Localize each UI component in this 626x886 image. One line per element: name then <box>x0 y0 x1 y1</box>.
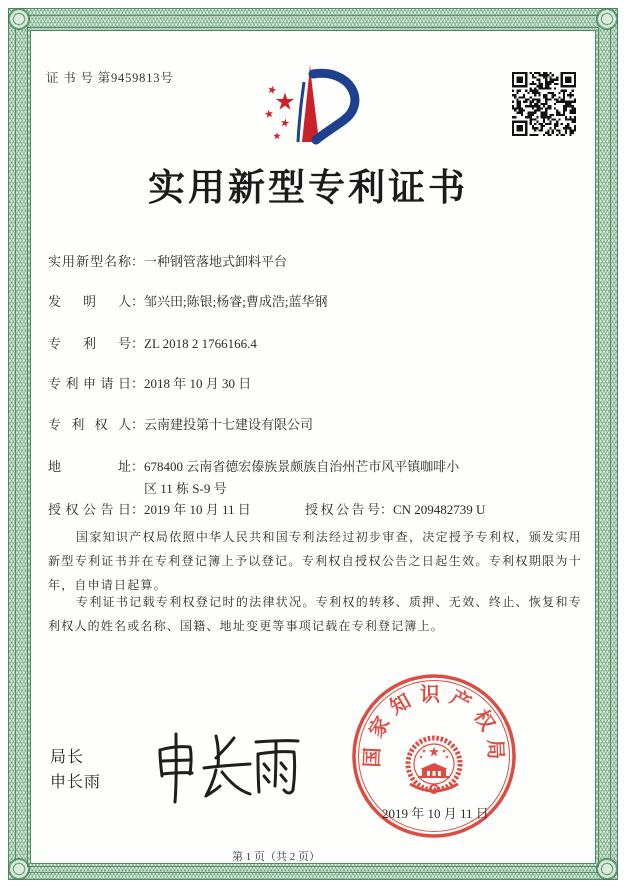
announcement-number-group <box>305 501 485 519</box>
field-value: 2019 年 10 月 11 日 <box>144 502 251 517</box>
emblem-gate-door <box>438 771 441 776</box>
field-colon: ： <box>131 459 145 474</box>
emblem-star-large <box>429 747 439 757</box>
field-row-patent-number <box>48 335 257 353</box>
field-row-patentee <box>48 416 313 434</box>
national-emblem <box>408 738 460 793</box>
field-value: ZL 2018 2 1766166.4 <box>144 336 257 351</box>
field-label: 授权公告号 <box>305 502 380 517</box>
corner-ornament <box>8 8 30 30</box>
emblem-gate-door <box>433 771 436 776</box>
field-label: 发 明 人 <box>48 294 131 309</box>
field-label: 专 利 号 <box>48 336 131 351</box>
corner-ornament <box>8 858 30 880</box>
field-colon: ： <box>380 502 394 517</box>
field-label: 专 利 权 人 <box>48 417 131 432</box>
field-row-address <box>48 458 460 496</box>
logo-star-small <box>273 132 281 139</box>
field-colon: ： <box>131 417 145 432</box>
field-value: 2018 年 10 月 30 日 <box>144 376 252 391</box>
field-label: 授权公告日 <box>48 502 131 517</box>
logo-star-large <box>276 93 294 110</box>
logo-stars <box>265 86 295 140</box>
address-line-2: 区 11 栋 S-9 号 <box>144 481 227 496</box>
field-colon: ： <box>131 254 145 269</box>
logo-star-small <box>268 86 276 95</box>
field-row-filing-date <box>48 375 251 393</box>
field-value: 云南建投第十七建设有限公司 <box>144 417 314 432</box>
emblem-gate-base <box>418 776 450 778</box>
corner-ornament <box>596 8 618 30</box>
director-name: 申长雨 <box>50 774 102 791</box>
field-row-inventors <box>48 293 327 311</box>
emblem-gate-door <box>427 771 430 776</box>
page-title: 实用新型专利证书 <box>148 168 468 209</box>
field-colon: ： <box>131 336 145 351</box>
field-colon: ： <box>131 502 145 517</box>
field-colon: ： <box>131 294 145 309</box>
field-label: 地 址 <box>48 459 131 474</box>
address-line-1: 678400 云南省德宏傣族景颇族自治州芒市风平镇咖啡小 <box>144 459 460 474</box>
field-label: 专利申请日 <box>48 376 131 391</box>
field-row-grant <box>48 501 486 519</box>
emblem-star-small <box>419 755 423 759</box>
field-colon: ： <box>131 376 145 391</box>
handwritten-signature <box>150 726 306 806</box>
emblem-star-small <box>442 749 446 753</box>
page-footer: 第 1 页（共 2 页） <box>232 851 320 863</box>
field-row-name <box>48 253 287 271</box>
director-title: 局长 <box>50 749 85 766</box>
certificate-number: 证 书 号 第9459813号 <box>46 71 174 85</box>
logo-star-small <box>281 119 289 127</box>
issue-date: 2019 年 10 月 11 日 <box>382 806 489 821</box>
seal-text: 国家知识产权局 <box>361 683 507 768</box>
corner-ornament <box>596 858 618 880</box>
qr-code <box>512 72 576 136</box>
field-value: 一种钢管落地式卸料平台 <box>144 254 288 269</box>
cnipa-logo <box>258 62 362 148</box>
emblem-gate-roof <box>420 763 448 769</box>
logo-blue-p <box>313 73 355 140</box>
field-label: 实用新型名称 <box>48 254 131 269</box>
statement-paragraph: 国家知识产权局依照中华人民共和国专利法经过初步审查，决定授予专利权，颁发实用新型专利证书并在专利登记簿上予以登记。专利权自授权公告之日起生效。专利权期限为十年，自申请日起算。 <box>48 530 582 592</box>
logo-star-small <box>265 110 273 118</box>
emblem-star-small <box>422 749 426 753</box>
field-value: CN 209482739 U <box>393 502 486 517</box>
statement-paragraph: 专利证书记载专利权登记时的法律状况。专利权的转移、质押、无效、终止、恢复和专利权人的姓名或名称、国籍、地址变更等事项记载在专利登记簿上。 <box>48 595 582 633</box>
emblem-star-small <box>445 755 449 759</box>
field-value: 邹兴田;陈银;杨睿;曹成浩;蓝华钢 <box>144 294 328 309</box>
